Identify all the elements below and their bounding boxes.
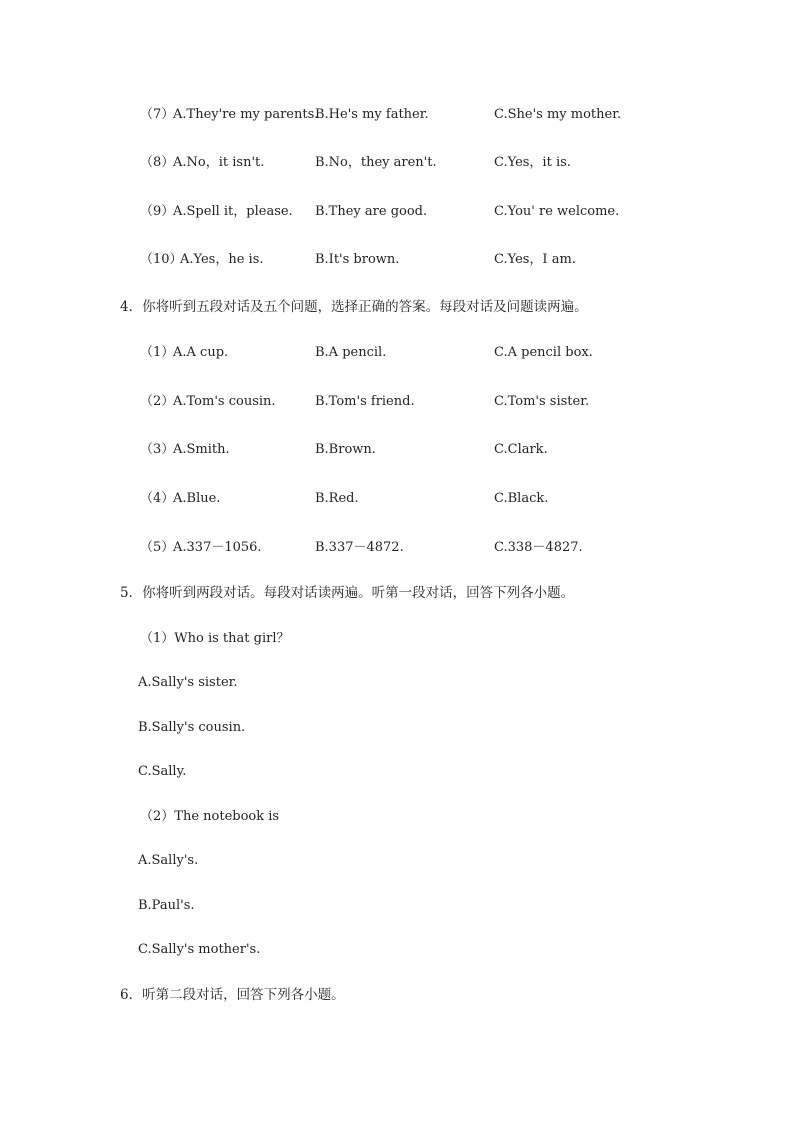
q4-item-1 xyxy=(0,345,794,361)
q4-item-5 xyxy=(0,540,794,556)
option-b: B.It's brown. xyxy=(315,252,400,267)
item-number: （2） xyxy=(140,394,175,409)
q5-sub1-option-c: C.Sally. xyxy=(138,764,187,779)
q4-heading: 4．你将听到五段对话及五个问题，选择正确的答案。每段对话及问题读两遍。 xyxy=(120,299,588,315)
q3-item-7 xyxy=(0,107,794,123)
option-c: C.Black. xyxy=(494,491,549,506)
item-number: （7） xyxy=(140,107,175,122)
q4-item-2 xyxy=(0,394,794,410)
item-number: （1） xyxy=(140,345,175,360)
item-number: （4） xyxy=(140,491,175,506)
option-a: A.A cup. xyxy=(173,345,229,360)
option-a: A.Smith. xyxy=(173,442,230,457)
item-number: （3） xyxy=(140,442,175,457)
q5-sub2-option-b: B.Paul's. xyxy=(138,898,195,913)
option-c: C.She's my mother. xyxy=(494,107,622,122)
option-b: B.No，they aren't. xyxy=(315,155,437,170)
item-number: （9） xyxy=(140,204,175,219)
option-b: B.They are good. xyxy=(315,204,428,219)
option-a: A.Blue. xyxy=(173,491,221,506)
q3-item-10 xyxy=(0,252,794,268)
item-number: （8） xyxy=(140,155,175,170)
option-c: C.338－4827. xyxy=(494,540,583,555)
option-b: B.Brown. xyxy=(315,442,376,457)
option-c: C.Clark. xyxy=(494,442,548,457)
q6-heading: 6．听第二段对话，回答下列各小题。 xyxy=(120,987,345,1003)
q5-sub2-option-a: A.Sally's. xyxy=(138,853,199,868)
option-a: A.Spell it，please. xyxy=(173,204,293,219)
option-a: A.No，it isn't. xyxy=(173,155,265,170)
option-a: A.Yes，he is. xyxy=(180,252,264,267)
q5-heading: 5．你将听到两段对话。每段对话读两遍。听第一段对话，回答下列各小题。 xyxy=(120,585,575,601)
q5-sub1-option-b: B.Sally's cousin. xyxy=(138,720,246,735)
option-b: B.337－4872. xyxy=(315,540,404,555)
option-c: C.Yes，I am. xyxy=(494,252,576,267)
option-c: C.Yes，it is. xyxy=(494,155,571,170)
option-a: A.They're my parents. xyxy=(173,107,319,122)
q4-item-4 xyxy=(0,491,794,507)
option-b: B.Red. xyxy=(315,491,359,506)
option-c: C.You' re welcome. xyxy=(494,204,620,219)
option-b: B.He's my father. xyxy=(315,107,429,122)
option-b: B.Tom's friend. xyxy=(315,394,415,409)
q4-item-3 xyxy=(0,442,794,458)
item-number: （10） xyxy=(140,252,183,267)
option-c: C.A pencil box. xyxy=(494,345,593,360)
option-a: A.337－1056. xyxy=(173,540,262,555)
q3-item-8 xyxy=(0,155,794,171)
option-a: A.Tom's cousin. xyxy=(173,394,276,409)
option-c: C.Tom's sister. xyxy=(494,394,590,409)
q5-sub2-question: （2）The notebook is xyxy=(140,809,280,824)
q5-sub2-option-c: C.Sally's mother's. xyxy=(138,942,261,957)
q5-sub1-question: （1）Who is that girl？ xyxy=(140,631,290,646)
q5-sub1-option-a: A.Sally's sister. xyxy=(138,675,238,690)
q3-item-9 xyxy=(0,204,794,220)
item-number: （5） xyxy=(140,540,175,555)
option-b: B.A pencil. xyxy=(315,345,387,360)
